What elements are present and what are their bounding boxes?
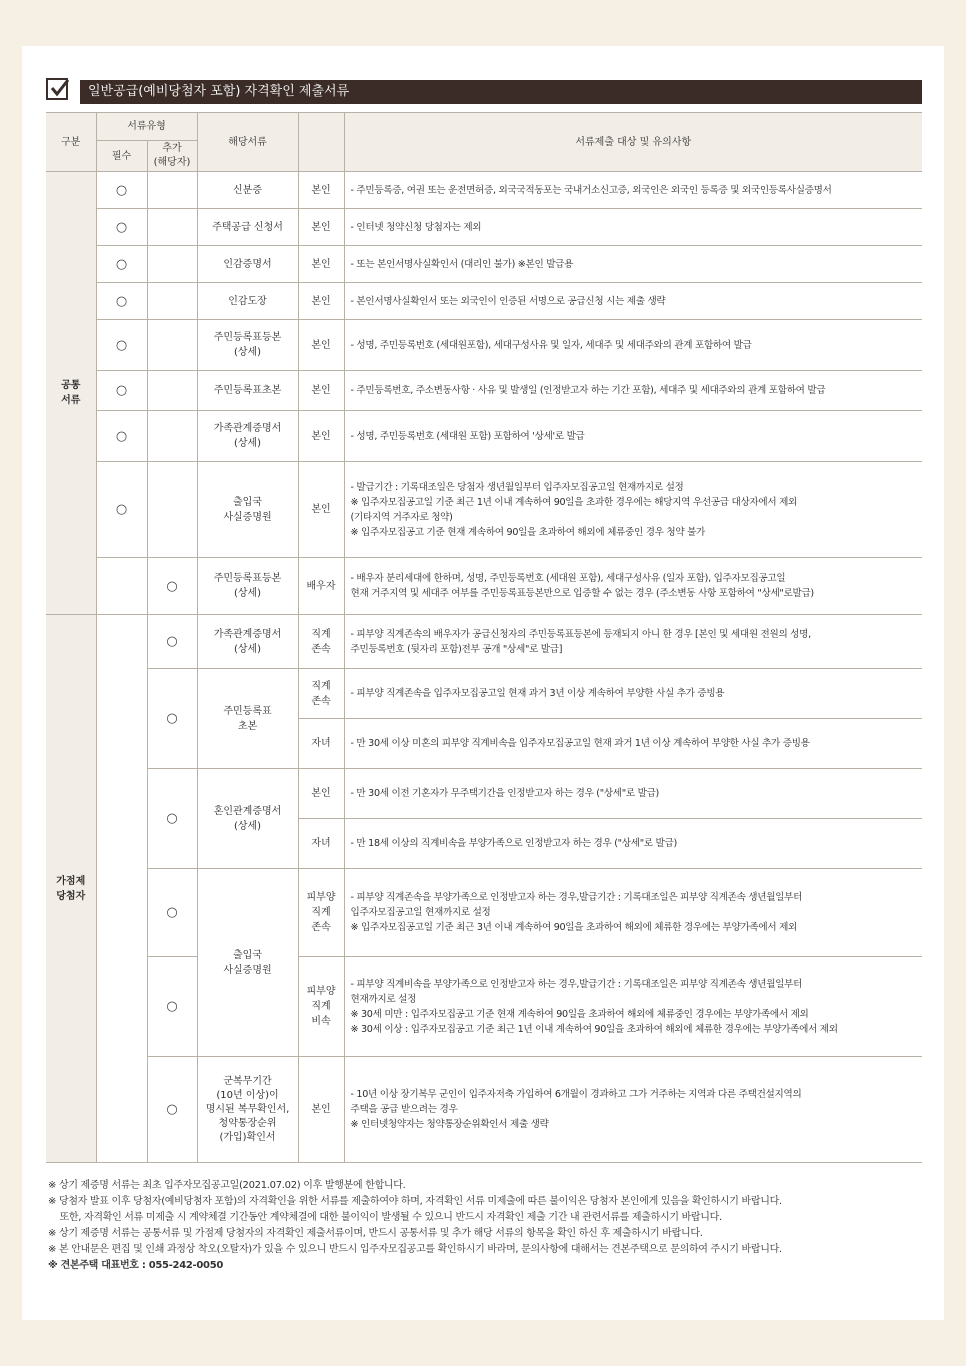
document-name: 가족관계증명서 (상세) bbox=[197, 615, 298, 669]
target: 본인 bbox=[298, 283, 344, 320]
note: - 성명, 주민등록번호 (세대원포함), 세대구성사유 및 일자, 세대주 및 세대주와의 관계 포함하여 발급 bbox=[344, 320, 922, 371]
table-row bbox=[46, 669, 922, 719]
document-name: 인감도장 bbox=[197, 283, 298, 320]
document-name: 군복무기간 (10년 이상)이 명시된 복무확인서, 청약통장순위 (가입)확인서 bbox=[197, 1057, 298, 1163]
document-name: 주택공급 신청서 bbox=[197, 209, 298, 246]
target: 본인 bbox=[298, 209, 344, 246]
target: 본인 bbox=[298, 769, 344, 819]
target: 본인 bbox=[298, 246, 344, 283]
note: - 성명, 주민등록번호 (세대원 포함) 포함하여 '상세'로 발급 bbox=[344, 411, 922, 462]
additional-mark: ○ bbox=[147, 1057, 197, 1163]
note: - 발급기간 : 기록대조일은 당첨자 생년월일부터 입주자모집공고일 현재까지로 설정 ※ 입주자모집공고일 기준 최근 1년 이내 계속하여 90일을 초과한 경우에는 해당지역 우선공급 대상자에서 제외 (기타지역 거주자로 청약) ※ 입주자모집공고 기준 현재 계속하여 90일을 초과하여 해외에 체류중인 경우 청약 불가 bbox=[344, 462, 922, 558]
header-doc-type: 서류유형 bbox=[96, 113, 197, 141]
note: - 또는 본인서명사실확인서 (대리인 불가) ※본인 발급용 bbox=[344, 246, 922, 283]
note: - 피부양 직계비속을 부양가족으로 인정받고자 하는 경우,발급기간 : 기록대조일은 피부양 직계존속 생년월일부터 현재까지로 설정 ※ 30세 미만 : 입주자모집공고 기준 현재 계속하여 90일을 초과하여 해외에 체류중인 경우에는 부양가족에서 제외 ※ 30세 이상 : 입주자모집공고 기준 최근 1년 이내 계속하여 90일을 초과하여 해외에 체류한 경우에는 부양가족에서 제외 bbox=[344, 957, 922, 1057]
table-row bbox=[46, 246, 922, 283]
document-name: 혼인관계증명서 (상세) bbox=[197, 769, 298, 869]
header-detail: 서류제출 대상 및 유의사항 bbox=[344, 113, 922, 172]
table-row bbox=[46, 209, 922, 246]
note: - 피부양 직계존속의 배우자가 공급신청자의 주민등록표등본에 등재되지 아니 한 경우 [본인 및 세대원 전원의 성명, 주민등록번호 (뒷자리 포함)전부 공개 "상세"로 발급] bbox=[344, 615, 922, 669]
target: 자녀 bbox=[298, 719, 344, 769]
table-row bbox=[46, 462, 922, 558]
required-mark: ○ bbox=[96, 283, 147, 320]
target: 본인 bbox=[298, 371, 344, 411]
document-name: 인감증명서 bbox=[197, 246, 298, 283]
table-row bbox=[46, 172, 922, 209]
table-row bbox=[46, 957, 922, 1057]
document-name: 주민등록표 초본 bbox=[197, 669, 298, 769]
table-row bbox=[46, 1057, 922, 1163]
documents-table bbox=[46, 112, 922, 1163]
target: 배우자 bbox=[298, 558, 344, 615]
table-row bbox=[46, 320, 922, 371]
note: - 피부양 직계존속을 입주자모집공고일 현재 과거 3년 이상 계속하여 부양한 사실 추가 증빙용 bbox=[344, 669, 922, 719]
additional-mark bbox=[147, 172, 197, 209]
header-additional: 추가 (해당자) bbox=[147, 141, 197, 172]
document-name: 주민등록표등본 (상세) bbox=[197, 320, 298, 371]
section-title: 일반공급(예비당첨자 포함) 자격확인 제출서류 bbox=[80, 80, 922, 104]
document-name: 출입국 사실증명원 bbox=[197, 462, 298, 558]
additional-mark bbox=[147, 411, 197, 462]
additional-mark: ○ bbox=[147, 769, 197, 869]
section-header bbox=[46, 78, 922, 104]
header-required: 필수 bbox=[96, 141, 147, 172]
additional-mark bbox=[147, 283, 197, 320]
checkbox-icon bbox=[46, 78, 68, 100]
note: - 만 18세 이상의 직계비속을 부양가족으로 인정받고자 하는 경우 ("상세"로 발급) bbox=[344, 819, 922, 869]
additional-mark: ○ bbox=[147, 615, 197, 669]
note: - 만 30세 이상 미혼의 피부양 직계비속을 입주자모집공고일 현재 과거 1년 이상 계속하여 부양한 사실 추가 증빙용 bbox=[344, 719, 922, 769]
target: 직계 존속 bbox=[298, 669, 344, 719]
note: - 피부양 직계존속을 부양가족으로 인정받고자 하는 경우,발급기간 : 기록대조일은 피부양 직계존속 생년월일부터 입주자모집공고일 현재까지로 설정 ※ 입주자모집공고일 기준 최근 3년 이내 계속하여 90일을 초과하여 해외에 체류한 경우에는 부양가족에서 제외 bbox=[344, 869, 922, 957]
note: - 본인서명사실확인서 또는 외국인이 인증된 서명으로 공급신청 시는 제출 생략 bbox=[344, 283, 922, 320]
additional-mark bbox=[147, 320, 197, 371]
additional-mark: ○ bbox=[147, 558, 197, 615]
category-family: 가점제 당첨자 bbox=[46, 615, 96, 1163]
footnote: 또한, 자격확인 서류 미제출 시 계약체결 기간동안 계약체결에 대한 불이익이 발생될 수 있으니 반드시 자격확인 제출 기간 내 관련서류를 제출하시기 바랍니다. bbox=[48, 1212, 722, 1223]
target: 본인 bbox=[298, 172, 344, 209]
note: - 만 30세 이전 기혼자가 무주택기간을 인정받고자 하는 경우 ("상세"로 발급) bbox=[344, 769, 922, 819]
header-category: 구분 bbox=[46, 113, 96, 172]
table-row bbox=[46, 411, 922, 462]
required-mark: ○ bbox=[96, 411, 147, 462]
additional-mark bbox=[147, 246, 197, 283]
footnotes bbox=[48, 1178, 928, 1274]
table-row bbox=[46, 869, 922, 957]
required-empty bbox=[96, 615, 147, 1163]
note: - 인터넷 청약신청 당첨자는 제외 bbox=[344, 209, 922, 246]
required-mark: ○ bbox=[96, 320, 147, 371]
note: - 10년 이상 장기복무 군인이 입주자저축 가입하여 6개월이 경과하고 그가 거주하는 지역과 다른 주택건설지역의 주택을 공급 받으려는 경우 ※ 인터넷청약자는 청약통장순위확인서 제출 생략 bbox=[344, 1057, 922, 1163]
footnote: ※ 당첨자 발표 이후 당첨자(예비당첨자 포함)의 자격확인을 위한 서류를 제출하여야 하며, 자격확인 서류 미제출에 따른 불이익은 당첨자 본인에게 있음을 확인하시기 바랍니다. bbox=[48, 1196, 782, 1207]
target: 자녀 bbox=[298, 819, 344, 869]
target: 직계 존속 bbox=[298, 615, 344, 669]
header-target bbox=[298, 113, 344, 172]
additional-mark: ○ bbox=[147, 869, 197, 957]
required-mark: ○ bbox=[96, 246, 147, 283]
target: 피부양 직계 비속 bbox=[298, 957, 344, 1057]
additional-mark: ○ bbox=[147, 669, 197, 769]
document-name: 가족관계증명서 (상세) bbox=[197, 411, 298, 462]
header-row bbox=[46, 113, 922, 141]
required-mark: ○ bbox=[96, 371, 147, 411]
document-name: 출입국 사실증명원 bbox=[197, 869, 298, 1057]
target: 본인 bbox=[298, 1057, 344, 1163]
document-name: 주민등록표초본 bbox=[197, 371, 298, 411]
target: 본인 bbox=[298, 411, 344, 462]
additional-mark bbox=[147, 371, 197, 411]
table-row bbox=[46, 769, 922, 819]
document-name: 주민등록표등본 (상세) bbox=[197, 558, 298, 615]
additional-mark bbox=[147, 462, 197, 558]
document-name: 신분증 bbox=[197, 172, 298, 209]
table-row bbox=[46, 283, 922, 320]
footnote: ※ 본 안내문은 편집 및 인쇄 과정상 착오(오탈자)가 있을 수 있으니 반드시 입주자모집공고를 확인하시기 바라며, 문의사항에 대해서는 견본주택으로 문의하여 주시기 바랍니다. bbox=[48, 1244, 782, 1255]
header-document: 해당서류 bbox=[197, 113, 298, 172]
contact-number: ※ 견본주택 대표번호 : 055-242-0050 bbox=[48, 1260, 224, 1271]
target: 본인 bbox=[298, 462, 344, 558]
table-row bbox=[46, 371, 922, 411]
table-row bbox=[46, 558, 922, 615]
target: 본인 bbox=[298, 320, 344, 371]
note: - 주민등록증, 여권 또는 운전면허증, 외국국적동포는 국내거소신고증, 외국인은 외국인 등록증 및 외국인등록사실증명서 bbox=[344, 172, 922, 209]
additional-mark bbox=[147, 209, 197, 246]
footnote: ※ 상기 제증명 서류는 공통서류 및 가점제 당첨자의 자격확인 제출서류이며, 반드시 공통서류 및 추가 해당 서류의 항목을 확인 하신 후 제출하시기 바랍니다. bbox=[48, 1228, 703, 1239]
required-mark: ○ bbox=[96, 172, 147, 209]
required-mark: ○ bbox=[96, 209, 147, 246]
additional-mark: ○ bbox=[147, 957, 197, 1057]
target: 피부양 직계 존속 bbox=[298, 869, 344, 957]
required-mark: ○ bbox=[96, 462, 147, 558]
table-row bbox=[46, 615, 922, 669]
document-page bbox=[22, 46, 944, 1320]
required-mark bbox=[96, 558, 147, 615]
note: - 주민등록번호, 주소변동사항 · 사유 및 발생일 (인정받고자 하는 기간 포함), 세대주 및 세대주와의 관계 포함하여 발급 bbox=[344, 371, 922, 411]
category-common: 공통 서류 bbox=[46, 172, 96, 615]
footnote: ※ 상기 제증명 서류는 최초 입주자모집공고일(2021.07.02) 이후 발행분에 한합니다. bbox=[48, 1180, 406, 1191]
note: - 배우자 분리세대에 한하며, 성명, 주민등록번호 (세대원 포함), 세대구성사유 (일자 포함), 입주자모집공고일 현재 거주지역 및 세대주 여부를 주민등록표등본만으로 입증할 수 없는 경우 (주소변동 사항 포함하여 "상세"로발급) bbox=[344, 558, 922, 615]
